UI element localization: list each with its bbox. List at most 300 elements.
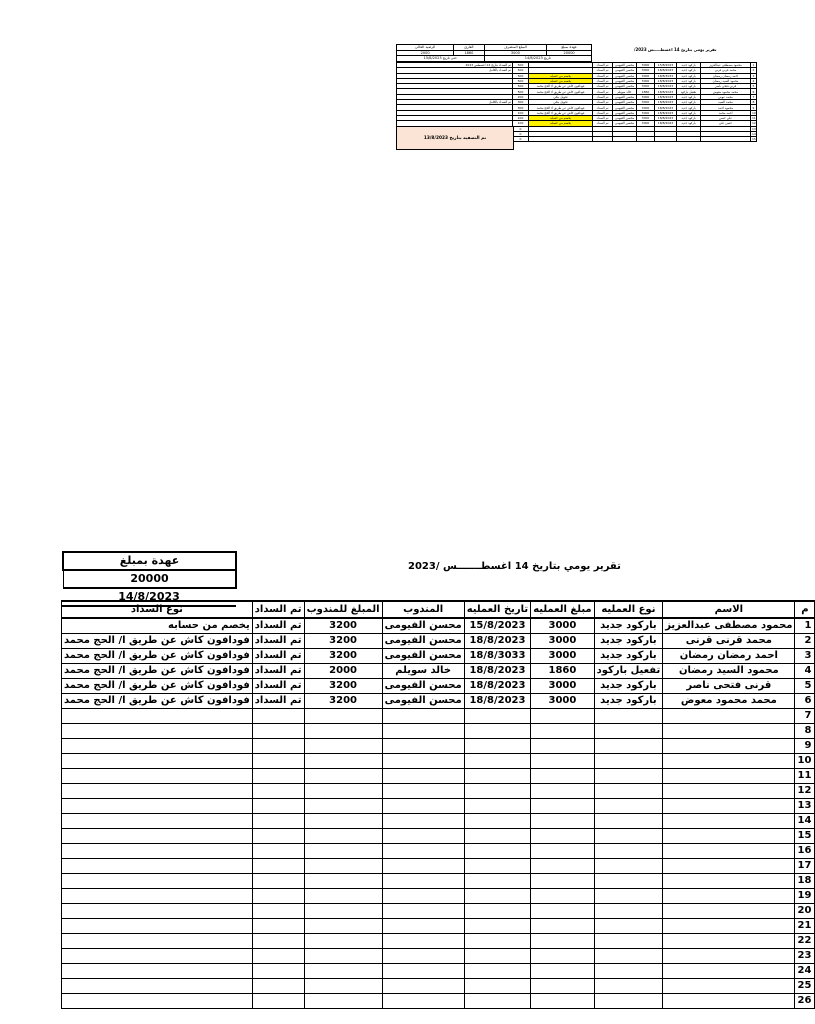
thumb-cell: محمد قرني قرني [701, 68, 751, 73]
op-type-cell[interactable] [594, 814, 663, 829]
op-type-cell[interactable]: باركود جديد [594, 649, 663, 664]
op-amount-cell[interactable] [531, 964, 594, 979]
rep-amount-cell[interactable] [304, 949, 382, 964]
rep-cell[interactable] [382, 934, 464, 949]
table-row-empty [62, 994, 815, 1009]
op-date-cell[interactable] [464, 964, 530, 979]
rep-cell[interactable] [382, 874, 464, 889]
table-row-empty [62, 979, 815, 994]
payment-type-cell[interactable] [62, 724, 253, 739]
rep-cell[interactable]: محسن الفيومى [382, 679, 464, 694]
thumb-cell: 3000 [637, 84, 655, 89]
sheet-thumbnail [396, 44, 756, 149]
payment-type-cell[interactable]: فودافون كاش عن طريق ا/ الحج محمد [62, 634, 253, 649]
rep-cell[interactable]: محسن الفيومى [382, 649, 464, 664]
name-cell[interactable] [663, 784, 795, 799]
rep-amount-cell[interactable] [304, 889, 382, 904]
thumb-cell: 8 [751, 100, 757, 105]
payment-type-cell[interactable] [62, 709, 253, 724]
thumb-cell: محمد السيد [701, 100, 751, 105]
name-cell[interactable] [663, 904, 795, 919]
name-cell[interactable]: محمد محمود معوض [663, 694, 795, 709]
row-number-cell: 21 [795, 919, 815, 934]
thumb-cell: 5 [751, 84, 757, 89]
table-row-empty [62, 829, 815, 844]
op-amount-cell[interactable] [531, 934, 594, 949]
op-amount-cell[interactable] [531, 754, 594, 769]
op-amount-cell[interactable]: 3000 [531, 618, 594, 634]
table-row-empty [62, 814, 815, 829]
thumb-cell: 1 [751, 63, 757, 68]
paid-cell[interactable] [252, 784, 304, 799]
op-date-cell[interactable] [464, 979, 530, 994]
op-type-cell[interactable] [594, 934, 663, 949]
thumb-amount: 200 [513, 94, 529, 99]
op-date-cell[interactable] [464, 814, 530, 829]
op-amount-cell[interactable] [531, 829, 594, 844]
thumb-cell: محمود مصطفى عبدالعزيز [701, 63, 751, 68]
name-cell[interactable]: محمد قرنى قرنى [663, 634, 795, 649]
thumb-cell: 18/8/3033 [655, 73, 677, 78]
op-type-cell[interactable] [594, 919, 663, 934]
op-amount-cell[interactable] [531, 799, 594, 814]
name-cell[interactable] [663, 829, 795, 844]
rep-cell[interactable] [382, 919, 464, 934]
op-amount-cell[interactable] [531, 739, 594, 754]
thumb-cell: محسن الفيومى [613, 78, 637, 83]
name-cell[interactable] [663, 724, 795, 739]
thumb-cell: باركود جديد [677, 73, 701, 78]
op-amount-cell[interactable]: 1860 [531, 664, 594, 679]
paid-cell[interactable]: تم السداد [252, 649, 304, 664]
rep-cell[interactable] [382, 754, 464, 769]
paid-cell[interactable] [252, 844, 304, 859]
paid-cell[interactable] [252, 979, 304, 994]
rep-cell[interactable] [382, 814, 464, 829]
rep-amount-cell[interactable] [304, 979, 382, 994]
op-date-cell[interactable] [464, 829, 530, 844]
op-type-cell[interactable]: باركود جديد [594, 694, 663, 709]
rep-amount-cell[interactable] [304, 709, 382, 724]
rep-amount-cell[interactable] [304, 844, 382, 859]
thumb-cell: 3000 [637, 78, 655, 83]
op-type-cell[interactable]: باركود جديد [594, 634, 663, 649]
thumb-cell: تم السداد [593, 110, 613, 115]
thumb-cell: تم السداد [593, 84, 613, 89]
custody-date: 14/8/2023 [62, 589, 236, 607]
paid-cell[interactable] [252, 829, 304, 844]
thumb-cell: محسن الفيومى [613, 84, 637, 89]
op-type-cell[interactable] [594, 724, 663, 739]
name-cell[interactable] [663, 994, 795, 1009]
thumb-cell: تم السداد [593, 89, 613, 94]
rep-amount-cell[interactable]: 2000 [304, 664, 382, 679]
name-cell[interactable] [663, 934, 795, 949]
rep-amount-cell[interactable] [304, 919, 382, 934]
rep-cell[interactable] [382, 784, 464, 799]
op-type-cell[interactable] [594, 859, 663, 874]
thumb-hdr-cell: 20000 [547, 50, 592, 56]
thumb-status: فودافون كاش عن طريق ا/ الحج محمد [529, 84, 593, 89]
rep-cell[interactable] [382, 709, 464, 724]
op-date-cell[interactable]: 18/8/2023 [464, 694, 530, 709]
thumb-cell: محسن الفيومى [613, 73, 637, 78]
payment-type-cell[interactable] [62, 919, 253, 934]
rep-cell[interactable] [382, 904, 464, 919]
rep-amount-cell[interactable] [304, 994, 382, 1009]
op-date-cell[interactable] [464, 799, 530, 814]
row-number-cell: 12 [795, 784, 815, 799]
payment-type-cell[interactable] [62, 754, 253, 769]
thumb-cell: 2 [751, 68, 757, 73]
op-type-cell[interactable] [594, 994, 663, 1009]
table-row-empty [62, 934, 815, 949]
payment-type-cell[interactable] [62, 934, 253, 949]
name-cell[interactable] [663, 739, 795, 754]
rep-amount-cell[interactable] [304, 814, 382, 829]
op-date-cell[interactable]: 18/8/2023 [464, 664, 530, 679]
thumb-amount: 100 [513, 115, 529, 120]
op-date-cell[interactable] [464, 739, 530, 754]
name-cell[interactable] [663, 769, 795, 784]
thumb-cell: 6 [751, 89, 757, 94]
name-cell[interactable] [663, 754, 795, 769]
row-number-cell[interactable]: 2 [795, 634, 815, 649]
rep-amount-cell[interactable]: 3200 [304, 618, 382, 634]
name-cell[interactable] [663, 919, 795, 934]
op-type-cell[interactable] [594, 949, 663, 964]
paid-cell[interactable]: تم السداد [252, 679, 304, 694]
payment-type-cell[interactable] [62, 739, 253, 754]
paid-cell[interactable] [252, 994, 304, 1009]
thumb-status: يخصم من حسابه [529, 115, 593, 120]
payment-type-cell[interactable]: فودافون كاش عن طريق ا/ الحج محمد [62, 664, 253, 679]
op-amount-cell[interactable]: 3000 [531, 679, 594, 694]
rep-cell[interactable] [382, 889, 464, 904]
name-cell[interactable] [663, 979, 795, 994]
op-date-cell[interactable] [464, 844, 530, 859]
op-amount-cell[interactable] [531, 709, 594, 724]
name-cell[interactable] [663, 814, 795, 829]
row-number-cell: 19 [795, 889, 815, 904]
paid-cell[interactable] [252, 709, 304, 724]
rep-amount-cell[interactable] [304, 799, 382, 814]
rep-cell[interactable] [382, 994, 464, 1009]
name-cell[interactable] [663, 709, 795, 724]
row-number-cell[interactable]: 1 [795, 618, 815, 634]
name-cell[interactable] [663, 844, 795, 859]
payment-type-cell[interactable] [62, 799, 253, 814]
thumb-amount: 500 [513, 84, 529, 89]
rep-cell[interactable]: خالد سويلم [382, 664, 464, 679]
row-number-cell[interactable]: 5 [795, 679, 815, 694]
paid-cell[interactable] [252, 739, 304, 754]
paid-cell[interactable] [252, 769, 304, 784]
thumb-cell: باركود جديد [677, 78, 701, 83]
payment-type-cell[interactable]: فودافون كاش عن طريق ا/ الحج محمد [62, 649, 253, 664]
payment-type-cell[interactable] [62, 904, 253, 919]
op-date-cell[interactable] [464, 904, 530, 919]
paid-cell[interactable] [252, 799, 304, 814]
thumb-cell: 18/8/2023 [655, 110, 677, 115]
op-amount-cell[interactable] [531, 814, 594, 829]
thumb-cell: 3000 [637, 100, 655, 105]
thumb-cell: محسن الفيومى [613, 94, 637, 99]
op-type-cell[interactable] [594, 889, 663, 904]
op-amount-cell[interactable] [531, 994, 594, 1009]
name-cell[interactable] [663, 859, 795, 874]
paid-cell[interactable] [252, 859, 304, 874]
paid-cell[interactable] [252, 724, 304, 739]
op-amount-cell[interactable] [531, 859, 594, 874]
op-amount-cell[interactable]: 3000 [531, 694, 594, 709]
name-cell[interactable]: محمود مصطفى عبدالعزيز [663, 618, 795, 634]
rep-amount-cell[interactable] [304, 874, 382, 889]
op-type-cell[interactable] [594, 979, 663, 994]
row-number-cell: 11 [795, 769, 815, 784]
thumb-cell: باركود جديد [677, 84, 701, 89]
payment-type-cell[interactable]: فودافون كاش عن طريق ا/ الحج محمد [62, 679, 253, 694]
rep-cell[interactable] [382, 724, 464, 739]
thumb-cell: خالد سويلم [613, 89, 637, 94]
payment-type-cell[interactable] [62, 859, 253, 874]
paid-cell[interactable] [252, 754, 304, 769]
thumb-cell: احمد محمد [701, 110, 751, 115]
op-amount-cell[interactable] [531, 904, 594, 919]
name-cell[interactable] [663, 889, 795, 904]
thumb-status: فودافون كاش عن طريق ا/ الحج محمد [529, 89, 593, 94]
paid-cell[interactable]: تم السداد [252, 634, 304, 649]
table-row-empty [62, 904, 815, 919]
payment-type-cell[interactable] [62, 889, 253, 904]
name-cell[interactable] [663, 964, 795, 979]
thumb-cell: 4 [751, 78, 757, 83]
op-type-cell[interactable] [594, 844, 663, 859]
paid-cell[interactable]: تم السداد [252, 618, 304, 634]
payment-type-cell[interactable] [62, 964, 253, 979]
thumb-hdr-cell: المبلغ المنصرف [484, 45, 547, 51]
op-amount-cell[interactable] [531, 844, 594, 859]
thumb-status: يخصم من حسابه [529, 78, 593, 83]
op-type-cell[interactable] [594, 874, 663, 889]
op-type-cell[interactable] [594, 739, 663, 754]
paid-cell[interactable] [252, 949, 304, 964]
rep-amount-cell[interactable] [304, 904, 382, 919]
op-date-cell[interactable] [464, 784, 530, 799]
op-date-cell[interactable]: 18/8/2023 [464, 634, 530, 649]
thumb-amount: 500 [513, 73, 529, 78]
thumb-cell: 3 [751, 73, 757, 78]
rep-amount-cell[interactable]: 3200 [304, 679, 382, 694]
name-cell[interactable] [663, 874, 795, 889]
rep-amount-cell[interactable] [304, 964, 382, 979]
row-number-cell[interactable]: 3 [795, 649, 815, 664]
op-amount-cell[interactable]: 3000 [531, 634, 594, 649]
payment-type-cell[interactable] [62, 784, 253, 799]
payment-type-cell[interactable] [62, 814, 253, 829]
rep-cell[interactable] [382, 859, 464, 874]
name-cell[interactable] [663, 949, 795, 964]
rep-amount-cell[interactable] [304, 769, 382, 784]
thumb-cell: 15/8/2023 [655, 63, 677, 68]
thumbnail-title: تقرير يومي بتاريخ 14 اغسطـــــس 2023/ [634, 47, 717, 52]
op-amount-cell[interactable] [531, 769, 594, 784]
rep-cell[interactable] [382, 979, 464, 994]
op-amount-cell[interactable]: 3000 [531, 649, 594, 664]
thumb-cell: 18/8/2023 [655, 121, 677, 126]
op-date-cell[interactable] [464, 919, 530, 934]
thumb-cell: 3000 [637, 63, 655, 68]
op-date-cell[interactable] [464, 859, 530, 874]
row-number-cell[interactable]: 4 [795, 664, 815, 679]
thumb-cell: 10 [752, 110, 756, 115]
rep-amount-cell[interactable]: 3200 [304, 634, 382, 649]
paid-cell[interactable] [252, 889, 304, 904]
table-row-empty [62, 769, 815, 784]
rep-cell[interactable] [382, 829, 464, 844]
row-number-cell: 17 [795, 859, 815, 874]
rep-cell[interactable] [382, 799, 464, 814]
table-row-empty [62, 754, 815, 769]
thumb-note: تم السداد بالكامل [397, 100, 513, 105]
row-number-cell: 7 [795, 709, 815, 724]
thumb-cell: تم السداد [593, 94, 613, 99]
settlement-note: تم التصفيه بتاريخ 13/8/2023 [396, 126, 514, 150]
rep-cell[interactable] [382, 844, 464, 859]
rep-amount-cell[interactable] [304, 859, 382, 874]
table-row [62, 679, 815, 694]
op-type-cell[interactable] [594, 709, 663, 724]
thumb-cell: 13 [752, 126, 756, 131]
op-type-cell[interactable] [594, 784, 663, 799]
thumb-subhdr: حتى تاريخ 15/8/2023 [397, 56, 485, 62]
name-cell[interactable]: قرنى فتحى ناصر [663, 679, 795, 694]
op-date-cell[interactable] [464, 874, 530, 889]
op-date-cell[interactable] [464, 994, 530, 1009]
rep-amount-cell[interactable] [304, 934, 382, 949]
name-cell[interactable]: احمد رمضان رمضان [663, 649, 795, 664]
thumb-hdr-cell: 2000 [397, 50, 454, 56]
custody-amount: 20000 [63, 571, 237, 589]
op-amount-cell[interactable] [531, 874, 594, 889]
rep-amount-cell[interactable] [304, 754, 382, 769]
op-type-cell[interactable] [594, 904, 663, 919]
thumb-cell: 18/8/2023 [655, 78, 677, 83]
rep-amount-cell[interactable] [304, 784, 382, 799]
row-number-cell: 20 [795, 904, 815, 919]
op-amount-cell[interactable] [531, 889, 594, 904]
name-cell[interactable]: محمود السيد رمضان [663, 664, 795, 679]
col-header-op-type: نوع العمليه [594, 601, 663, 618]
payment-type-cell[interactable]: يخصم من حسابه [62, 618, 253, 634]
paid-cell[interactable] [252, 934, 304, 949]
op-type-cell[interactable] [594, 754, 663, 769]
op-amount-cell[interactable] [531, 724, 594, 739]
paid-cell[interactable] [252, 919, 304, 934]
op-type-cell[interactable]: باركود جديد [594, 618, 663, 634]
rep-cell[interactable]: محسن الفيومى [382, 694, 464, 709]
rep-amount-cell[interactable]: 3200 [304, 649, 382, 664]
payment-type-cell[interactable] [62, 994, 253, 1009]
name-cell[interactable] [663, 799, 795, 814]
table-row [62, 664, 815, 679]
thumb-amount: 500 [513, 78, 529, 83]
op-date-cell[interactable] [464, 754, 530, 769]
paid-cell[interactable] [252, 904, 304, 919]
op-amount-cell[interactable] [531, 919, 594, 934]
thumb-hdr-cell: الرصيد الحالي [397, 45, 454, 51]
payment-type-cell[interactable]: فودافون كاش عن طريق ا/ الحج محمد [62, 694, 253, 709]
payment-type-cell[interactable] [62, 769, 253, 784]
op-amount-cell[interactable] [531, 979, 594, 994]
paid-cell[interactable] [252, 814, 304, 829]
op-type-cell[interactable] [594, 769, 663, 784]
thumb-cell: 18/8/2023 [655, 84, 677, 89]
op-amount-cell[interactable] [531, 784, 594, 799]
op-type-cell[interactable] [594, 799, 663, 814]
thumb-cell: 3000 [637, 105, 655, 110]
rep-cell[interactable] [382, 739, 464, 754]
thumb-cell [701, 137, 751, 142]
paid-cell[interactable] [252, 964, 304, 979]
payment-type-cell[interactable] [62, 844, 253, 859]
rep-amount-cell[interactable] [304, 724, 382, 739]
paid-cell[interactable]: تم السداد [252, 694, 304, 709]
op-date-cell[interactable]: 18/8/3033 [464, 649, 530, 664]
thumb-hdr-cell: 1860 [454, 50, 484, 56]
table-row-empty [62, 919, 815, 934]
payment-type-cell[interactable] [62, 949, 253, 964]
rep-amount-cell[interactable]: 3200 [304, 694, 382, 709]
rep-cell[interactable] [382, 964, 464, 979]
op-type-cell[interactable]: باركود جديد [594, 679, 663, 694]
thumb-cell: تم السداد [593, 121, 613, 126]
op-amount-cell[interactable] [531, 949, 594, 964]
paid-cell[interactable] [252, 874, 304, 889]
op-date-cell[interactable]: 15/8/2023 [464, 618, 530, 634]
rep-cell[interactable]: محسن الفيومى [382, 618, 464, 634]
payment-type-cell[interactable] [62, 979, 253, 994]
table-row-empty [62, 889, 815, 904]
rep-cell[interactable] [382, 949, 464, 964]
op-date-cell[interactable] [464, 889, 530, 904]
thumb-cell: باركود جديد [677, 110, 701, 115]
op-date-cell[interactable] [464, 709, 530, 724]
op-type-cell[interactable]: تفعيل باركود [594, 664, 663, 679]
thumb-cell: باركود جديد [677, 121, 701, 126]
rep-cell[interactable]: محسن الفيومى [382, 634, 464, 649]
rep-cell[interactable] [382, 769, 464, 784]
op-date-cell[interactable] [464, 934, 530, 949]
op-date-cell[interactable] [464, 949, 530, 964]
payment-type-cell[interactable] [62, 829, 253, 844]
rep-amount-cell[interactable] [304, 739, 382, 754]
thumb-cell: 18/8/2023 [655, 68, 677, 73]
rep-amount-cell[interactable] [304, 829, 382, 844]
thumb-cell: باركود جديد [677, 115, 701, 120]
op-type-cell[interactable] [594, 829, 663, 844]
thumb-cell: 18/8/2023 [655, 94, 677, 99]
row-number-cell: 9 [795, 739, 815, 754]
op-date-cell[interactable]: 18/8/2023 [464, 679, 530, 694]
row-number-cell[interactable]: 6 [795, 694, 815, 709]
op-date-cell[interactable] [464, 769, 530, 784]
payment-type-cell[interactable] [62, 874, 253, 889]
op-type-cell[interactable] [594, 964, 663, 979]
paid-cell[interactable]: تم السداد [252, 664, 304, 679]
op-date-cell[interactable] [464, 724, 530, 739]
thumb-cell: تم السداد [593, 100, 613, 105]
